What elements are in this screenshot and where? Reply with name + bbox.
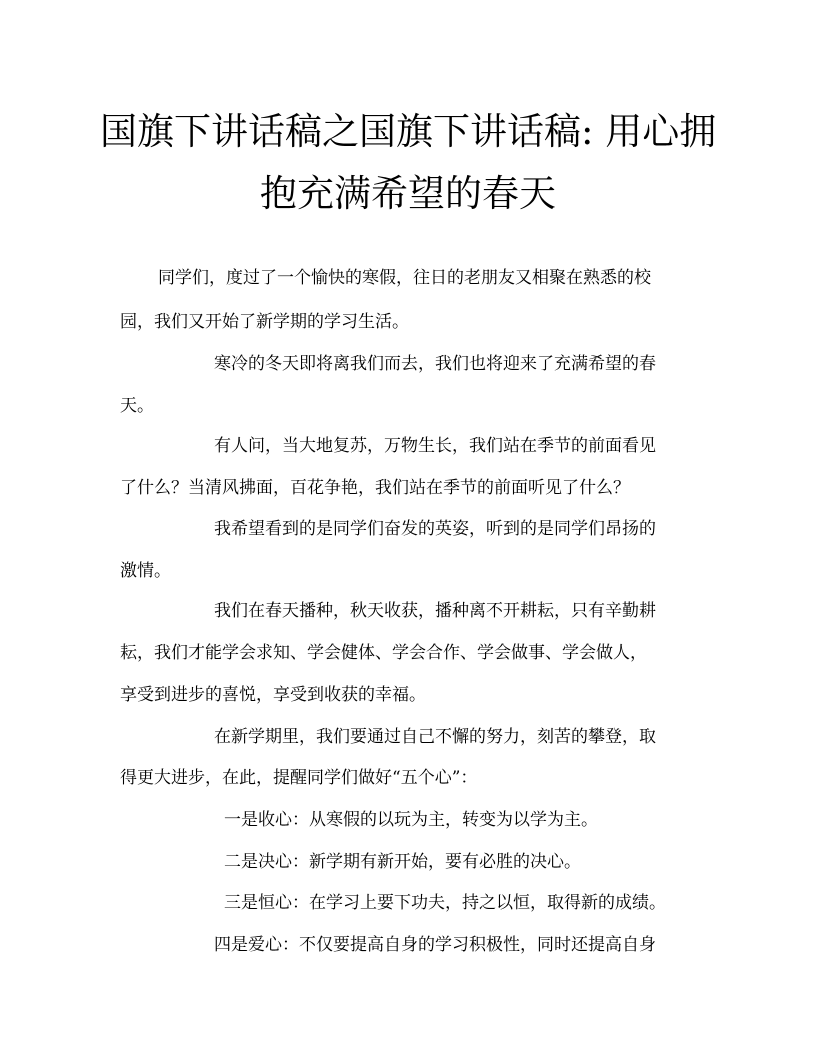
body-line-8: 激情。 [120,561,171,581]
body-line-12: 在新学期里，我们要通过自己不懈的努力，刻苦的攀登，取 [214,727,656,747]
body-line-10: 耘，我们才能学会求知、学会健体、学会合作、学会做事、学会做人， [120,643,647,663]
body-line-17: 四是爱心：不仅要提高自身的学习积极性，同时还提高自身 [214,935,656,955]
document-title-line-2: 抱充满希望的春天 [260,172,556,215]
body-line-14: 一是收心：从寒假的以玩为主，转变为以学为主。 [224,810,598,830]
document-title-line-1: 国旗下讲话稿之国旗下讲话稿: 用心拥 [100,110,717,153]
body-line-5: 有人问，当大地复苏，万物生长，我们站在季节的前面看见 [214,436,656,456]
body-line-15: 二是决心：新学期有新开始，要有必胜的决心。 [224,852,581,872]
body-line-6: 了什么？当清风拂面，百花争艳，我们站在季节的前面听见了什么？ [120,478,630,498]
body-line-4: 天。 [120,396,154,416]
body-line-16: 三是恒心：在学习上要下功夫，持之以恒，取得新的成绩。 [224,893,666,913]
body-line-3: 寒冷的冬天即将离我们而去，我们也将迎来了充满希望的春 [214,354,656,374]
body-line-1: 同学们，度过了一个愉快的寒假，往日的老朋友又相聚在熟悉的校 [158,268,651,288]
body-line-7: 我希望看到的是同学们奋发的英姿，听到的是同学们昂扬的 [214,519,656,539]
body-line-9: 我们在春天播种，秋天收获，播种离不开耕耘，只有辛勤耕 [214,601,656,621]
body-line-2: 园，我们又开始了新学期的学习生活。 [120,312,409,332]
body-line-11: 享受到进步的喜悦，享受到收获的幸福。 [120,685,426,705]
body-line-13: 得更大进步，在此，提醒同学们做好“五个心”： [120,768,478,788]
